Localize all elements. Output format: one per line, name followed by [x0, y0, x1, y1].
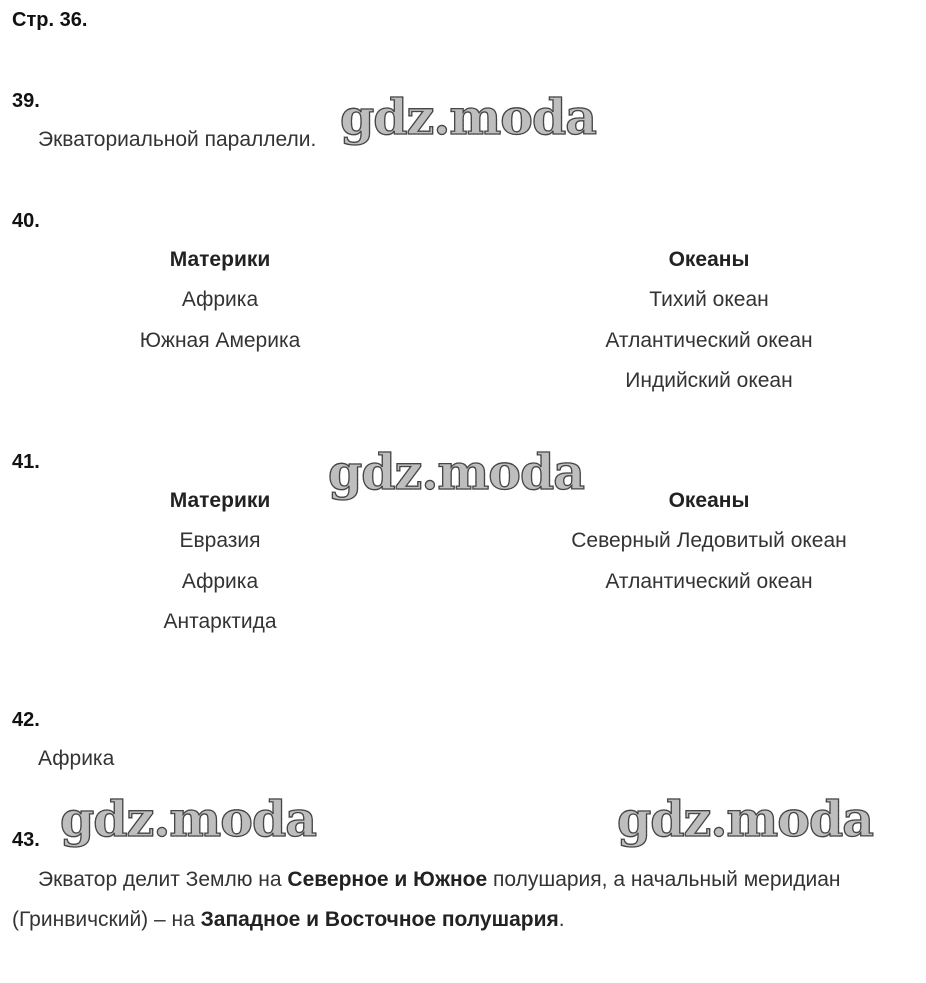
continent-item: Южная Америка — [139, 328, 301, 352]
task-43-number: 43. — [12, 829, 40, 851]
watermark: gdz.moda — [617, 790, 873, 848]
continent-item: Африка — [181, 569, 259, 593]
continents-header: Материки — [169, 489, 271, 512]
ocean-item: Индийский океан — [625, 368, 793, 392]
ocean-item: Атлантический океан — [605, 569, 813, 593]
task-41-continents-column — [70, 481, 370, 642]
task-43-emphasis: Западное и Восточное полушария — [200, 908, 559, 931]
task-43-answer — [12, 860, 917, 940]
continent-item: Евразия — [179, 529, 261, 553]
task-40-oceans-column — [509, 240, 909, 401]
continents-header: Материки — [169, 248, 271, 271]
watermark: gdz.moda — [60, 790, 316, 848]
task-39-answer: Экваториальной параллели. — [38, 128, 317, 151]
task-41-number: 41. — [12, 451, 40, 473]
watermark: gdz.moda — [328, 443, 584, 501]
oceans-header: Океаны — [668, 248, 750, 271]
ocean-item: Северный Ледовитый океан — [571, 529, 847, 553]
task-43-text: полушария, а начальный меридиан (Гринвичский) – на — [12, 868, 841, 931]
task-39-number: 39. — [12, 90, 40, 112]
ocean-item: Тихий океан — [649, 288, 769, 312]
ocean-item: Атлантический океан — [605, 328, 813, 352]
continent-item: Антарктида — [163, 609, 277, 633]
task-40-continents-column — [70, 240, 370, 361]
task-43-text: . — [558, 908, 565, 931]
task-42-number: 42. — [12, 709, 40, 731]
task-43-text: Экватор делит Землю на — [38, 868, 288, 891]
continent-item: Африка — [181, 288, 259, 312]
task-40-number: 40. — [12, 210, 40, 232]
watermark: gdz.moda — [340, 88, 596, 146]
oceans-header: Океаны — [668, 489, 750, 512]
task-43-emphasis: Северное и Южное — [287, 868, 488, 891]
task-42-answer: Африка — [38, 747, 115, 770]
page-label: Стр. 36. — [12, 9, 88, 31]
